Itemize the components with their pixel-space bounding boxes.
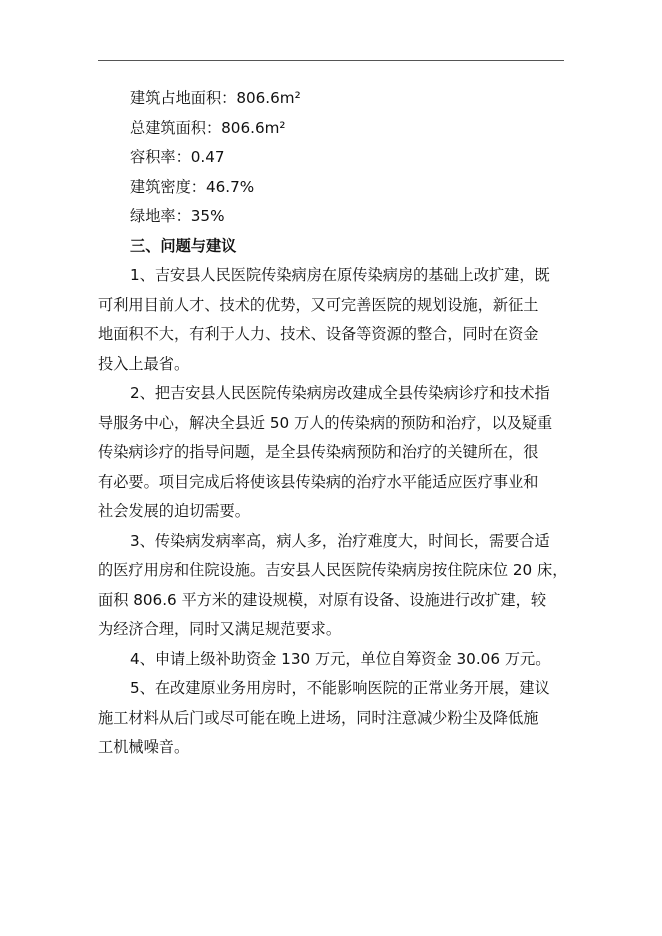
metric-building-density: 建筑密度：46.7% bbox=[130, 177, 255, 196]
paragraph-line: 地面积不大，有利于人力、技术、设备等资源的整合，同时在资金 bbox=[98, 325, 539, 343]
header-rule bbox=[98, 60, 564, 61]
paragraph-5 bbox=[98, 674, 564, 763]
paragraph-line: 面积 806.6 平方米的建设规模，对原有设备、设施进行改扩建，较 bbox=[98, 590, 547, 609]
paragraph-3 bbox=[98, 527, 568, 645]
paragraph-line: 工机械噪音。 bbox=[98, 738, 190, 756]
metric-site-area: 建筑占地面积：806.6m² bbox=[130, 89, 301, 107]
paragraph-line: 5、在改建原业务用房时，不能影响医院的正常业务开展，建议 bbox=[130, 679, 550, 697]
paragraph-1 bbox=[98, 261, 564, 379]
paragraph-line: 可利用目前人才、技术的优势，又可完善医院的规划设施，新征土 bbox=[98, 295, 539, 314]
metric-total-floor-area: 总建筑面积：806.6m² bbox=[130, 118, 286, 137]
paragraph-line: 为经济合理，同时又满足规范要求。 bbox=[98, 620, 341, 638]
paragraph-2 bbox=[98, 379, 564, 527]
metric-green-ratio: 绿地率：35% bbox=[130, 207, 225, 225]
paragraph-line: 投入上最省。 bbox=[98, 354, 190, 373]
paragraph-line: 1、吉安县人民医院传染病房在原传染病房的基础上改扩建，既 bbox=[130, 266, 550, 284]
paragraph-line: 导服务中心，解决全县近 50 万人的传染病的预防和治疗，以及疑重 bbox=[98, 413, 553, 432]
paragraph-line: 社会发展的迫切需要。 bbox=[98, 502, 250, 520]
paragraph-line: 4、申请上级补助资金 130 万元，单位自筹资金 30.06 万元。 bbox=[130, 649, 551, 668]
document-body bbox=[98, 84, 568, 763]
paragraph-line: 施工材料从后门或尽可能在晚上进场，同时注意减少粉尘及降低施 bbox=[98, 708, 539, 727]
paragraph-line: 传染病诊疗的指导问题，是全县传染病预防和治疗的关键所在，很 bbox=[98, 443, 539, 461]
paragraph-line: 有必要。项目完成后将使该县传染病的治疗水平能适应医疗事业和 bbox=[98, 472, 539, 491]
metric-plot-ratio: 容积率：0.47 bbox=[130, 148, 225, 166]
paragraph-line: 的医疗用房和住院设施。吉安县人民医院传染病房按住院床位 20 床， bbox=[98, 561, 568, 579]
paragraph-line: 2、把吉安县人民医院传染病房改建成全县传染病诊疗和技术指 bbox=[130, 384, 550, 402]
paragraph-line: 3、传染病发病率高，病人多，治疗难度大，时间长，需要合适 bbox=[130, 531, 550, 550]
section-heading: 三、问题与建议 bbox=[130, 236, 237, 255]
paragraph-4 bbox=[98, 645, 564, 675]
